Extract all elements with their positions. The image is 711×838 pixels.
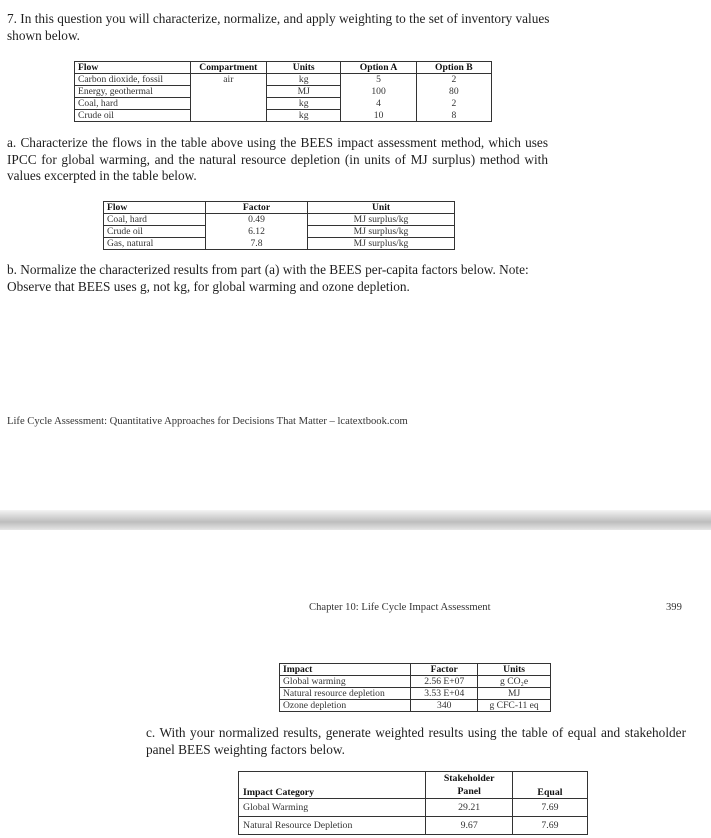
inv-cell: Coal, hard — [75, 98, 191, 110]
question-part-c: c. With your normalized results, generate weighted results using the table of equal and stakeholder panel BEES weighting factors below. — [146, 725, 686, 757]
norm-cell: Global warming — [280, 676, 411, 688]
table-row — [239, 817, 588, 835]
table-row — [75, 74, 492, 86]
norm-cell: MJ — [478, 688, 551, 700]
weight-header-impact-category-label: Impact Category — [243, 787, 315, 798]
inv-cell: 2 — [416, 74, 491, 86]
factor-cell: 6.12 — [206, 226, 308, 238]
page-header: Chapter 10: Life Cycle Impact Assessment — [309, 602, 491, 613]
factor-cell: Coal, hard — [104, 214, 206, 226]
norm-header-impact: Impact — [280, 664, 411, 676]
inv-cell: 80 — [416, 86, 491, 98]
factor-table — [103, 201, 455, 250]
inv-cell — [190, 98, 266, 110]
weighting-table — [238, 771, 588, 835]
table-row — [75, 98, 492, 110]
inv-cell: 100 — [341, 86, 416, 98]
inv-header-option-b: Option B — [416, 62, 491, 74]
inv-cell: 4 — [341, 98, 416, 110]
factor-cell: Crude oil — [104, 226, 206, 238]
norm-cell: g CFC-11 eq — [478, 700, 551, 712]
table-row — [280, 700, 551, 712]
table-row — [75, 110, 492, 122]
weight-cell: 7.69 — [512, 817, 587, 835]
weight-header-stakeholder-line2: Panel — [457, 786, 481, 797]
inv-header-option-a: Option A — [341, 62, 416, 74]
norm-header-factor: Factor — [411, 664, 478, 676]
question-part-b: b. Normalize the characterized results from part (a) with the BEES per-capita factors below. Note: Observe that BEES uses g, not kg, for global warming and ozone depletion. — [7, 262, 529, 294]
inv-cell: air — [190, 74, 266, 86]
norm-cell: Natural resource depletion — [280, 688, 411, 700]
norm-header-units: Units — [478, 664, 551, 676]
page-separator — [0, 510, 711, 530]
inv-cell: 10 — [341, 110, 416, 122]
inv-cell — [190, 86, 266, 98]
norm-cell: 340 — [411, 700, 478, 712]
inv-cell: kg — [267, 74, 341, 86]
inv-cell: 5 — [341, 74, 416, 86]
inv-header-compartment: Compartment — [190, 62, 266, 74]
weight-header-impact-category — [239, 772, 426, 799]
factor-cell: Gas, natural — [104, 238, 206, 250]
inv-header-units: Units — [267, 62, 341, 74]
table-row — [75, 86, 492, 98]
inv-header-flow: Flow — [75, 62, 191, 74]
weight-header-stakeholder-line1: Stakeholder — [443, 773, 495, 784]
weight-cell: 7.69 — [512, 799, 587, 817]
factor-cell: MJ surplus/kg — [308, 238, 455, 250]
norm-cell: 2.56 E+07 — [411, 676, 478, 688]
page-footer: Life Cycle Assessment: Quantitative Approaches for Decisions That Matter – lcatextbook.com — [7, 416, 408, 427]
inventory-table — [74, 61, 492, 122]
weight-header-stakeholder — [426, 772, 512, 799]
inv-cell: Carbon dioxide, fossil — [75, 74, 191, 86]
inv-cell: Crude oil — [75, 110, 191, 122]
weight-cell: Global Warming — [239, 799, 426, 817]
table-row — [239, 799, 588, 817]
inv-cell: 2 — [416, 98, 491, 110]
inv-cell: MJ — [267, 86, 341, 98]
table-row — [104, 238, 455, 250]
page-lower — [0, 530, 711, 838]
inv-cell: kg — [267, 98, 341, 110]
factor-cell: MJ surplus/kg — [308, 226, 455, 238]
inv-cell: Energy, geothermal — [75, 86, 191, 98]
norm-cell: 3.53 E+04 — [411, 688, 478, 700]
norm-cell: Ozone depletion — [280, 700, 411, 712]
weight-cell: 29.21 — [426, 799, 512, 817]
table-row — [280, 688, 551, 700]
factor-header-flow: Flow — [104, 202, 206, 214]
factor-cell: MJ surplus/kg — [308, 214, 455, 226]
table-row — [280, 676, 551, 688]
page-number: 399 — [666, 602, 682, 613]
inv-cell — [190, 110, 266, 122]
weight-cell: 9.67 — [426, 817, 512, 835]
factor-cell: 0.49 — [206, 214, 308, 226]
table-row — [104, 226, 455, 238]
question-part-a: a. Characterize the flows in the table above using the BEES impact assessment method, which uses IPCC for global warming, and the natural resource depletion (in units of MJ surplus) method with values excerpted in the table below. — [7, 135, 548, 183]
weight-cell: Natural Resource Depletion — [239, 817, 426, 835]
normalization-table — [279, 663, 551, 712]
weight-header-equal: Equal — [512, 772, 587, 799]
table-row — [104, 214, 455, 226]
factor-header-unit: Unit — [308, 202, 455, 214]
inv-cell: kg — [267, 110, 341, 122]
question-intro: 7. In this question you will characterize, normalize, and apply weighting to the set of inventory values shown below. — [7, 11, 550, 43]
norm-cell: g CO₂e — [478, 676, 551, 688]
factor-header-factor: Factor — [206, 202, 308, 214]
factor-cell: 7.8 — [206, 238, 308, 250]
inv-cell: 8 — [416, 110, 491, 122]
